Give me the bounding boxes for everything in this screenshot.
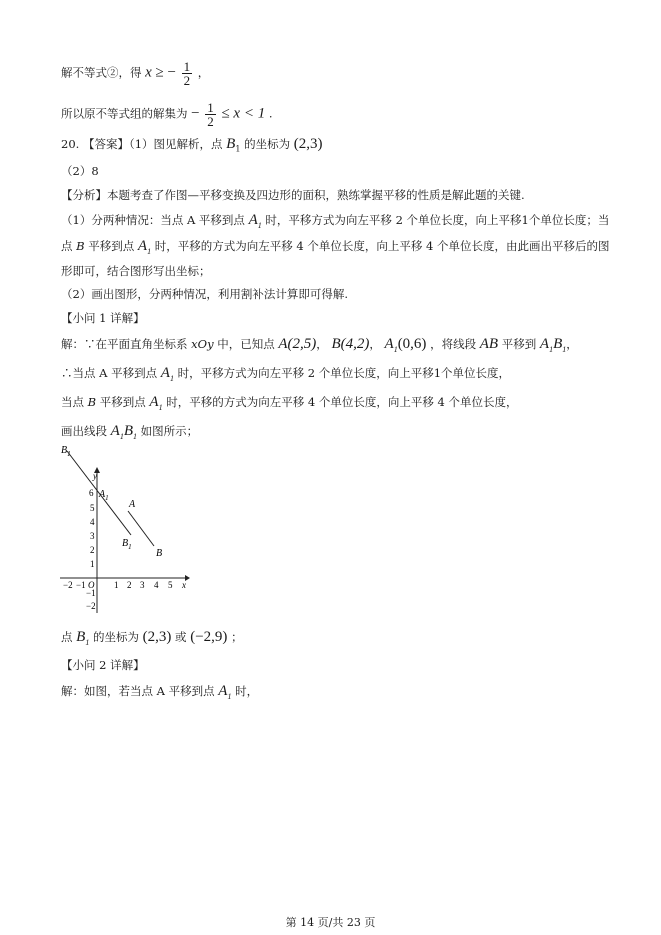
analysis-p3: 形即可，结合图形写出坐标； (61, 264, 211, 278)
label-A: A (129, 499, 136, 510)
point-A1: $A_1$ (248, 212, 262, 230)
page-footer: 第 14 页/共 23 页 (285, 916, 376, 929)
text: 平移到点 (99, 395, 146, 409)
text: 所以原不等式组的解集为 (61, 106, 188, 121)
fraction-half (205, 101, 216, 128)
point-A1: $A_1$ (160, 365, 174, 383)
text: 解：如图，若当点 A 平移到点 (61, 684, 215, 698)
x-tick: 5 (168, 580, 173, 590)
text: 时， (235, 684, 259, 698)
y-tick: −2 (86, 601, 96, 611)
subq2-heading: 【小问 2 详解】 (61, 658, 145, 672)
point-A1: $A_1$ (384, 336, 398, 354)
solution-q2-line (61, 683, 258, 705)
text: 时，平移方式为向左平移 2 个单位长度，向上平移1个单位长度， (177, 366, 511, 380)
coordinate-graph (55, 443, 195, 615)
var-x: x (145, 64, 152, 81)
point-B: B (76, 239, 85, 253)
solve-inequality-line (61, 60, 209, 87)
y-tick: −1 (86, 588, 96, 598)
text: 时，平移的方式为向左平移 4 个单位长度，向上平移 4 个单位长度， (166, 395, 518, 409)
text: 中，已知点 (217, 337, 275, 351)
x-tick: −1 (76, 580, 86, 590)
q20-answer (61, 136, 323, 157)
x-tick: 3 (140, 580, 145, 590)
text: 如图所示； (140, 424, 199, 438)
point-A1: $A_1$ (218, 683, 232, 701)
label-A1: $A_1$ (99, 489, 109, 502)
y-tick: 5 (90, 503, 95, 513)
label-B: B (156, 548, 163, 559)
subq1-heading: 【小问 1 详解】 (61, 311, 145, 325)
solution-set-line (61, 101, 273, 128)
coord-A1: (0,6) (397, 336, 427, 352)
x-tick: 2 (127, 580, 132, 590)
segment-A1B1: $A_1B_1$ (539, 336, 567, 354)
relation: ≤ x < 1 (221, 105, 266, 122)
relation: ≥ − (155, 64, 176, 81)
point-B: B(4,2) (331, 336, 370, 352)
coord-system: xOy (191, 337, 214, 351)
punct: ， (197, 65, 210, 80)
solution-line-4 (61, 423, 198, 445)
segment-AB: AB (479, 336, 499, 352)
analysis: 【分析】本题考查了作图—平移变换及四边形的面积，熟练掌握平移的性质是解此题的关键. (61, 188, 525, 202)
punct: . (268, 106, 273, 121)
y-axis-label: y (93, 471, 97, 481)
x-tick: −2 (63, 580, 73, 590)
solution-line-1: 解：∵在平面直角坐标系 xOy 中，已知点 A(2,5)， B(4,2)， $A_1(0,6)$ ，将线段 AB 平移到 $A_1B_1$， (61, 336, 578, 354)
numerator: 1 (183, 59, 191, 74)
text: 平移到点 (88, 239, 135, 253)
text: 或 (175, 630, 187, 644)
denominator: 2 (207, 114, 214, 129)
point-A: A(2,5) (278, 336, 317, 352)
point-A1: $A_1$ (149, 394, 163, 412)
text: 平移到 (501, 337, 537, 351)
y-tick: 2 (90, 545, 95, 555)
q20-answer-2: （2）8 (61, 164, 99, 178)
y-tick: 1 (90, 559, 95, 569)
analysis-p4: （2）画出图形，分两种情况，利用割补法计算即可得解. (61, 287, 348, 301)
text: 画出线段 (61, 424, 107, 438)
origin-label: O (88, 580, 95, 590)
point-A1: $A_1$ (137, 238, 152, 256)
segment-A1B1: $A_1B_1$ (110, 423, 137, 441)
solution-line-3 (61, 394, 518, 416)
analysis-p1 (61, 212, 609, 234)
coord-2: (−2,9) (190, 629, 228, 645)
coord: (2,3) (293, 136, 323, 152)
text: 20. 【答案】（1）图见解析，点 (61, 137, 223, 151)
x-tick: 1 (114, 580, 119, 590)
neg-sign: − (191, 105, 200, 122)
y-tick: 6 (89, 488, 94, 498)
point-B: B (87, 395, 97, 409)
label-B1-top: $B_1$ (61, 445, 71, 458)
fraction-half (182, 60, 193, 87)
denominator: 2 (183, 73, 191, 88)
point-label: B (226, 136, 236, 152)
x-tick: 4 (154, 580, 159, 590)
text: 解不等式②，得 (61, 65, 142, 80)
text: 当点 (61, 395, 84, 409)
text: 的坐标为 (244, 137, 291, 151)
text: （1）分两种情况：当点 A 平移到点 (61, 213, 245, 227)
text: 点 (61, 239, 73, 253)
analysis-p2 (61, 238, 610, 260)
text: 时，平移方式为向左平移 2 个单位长度，向上平移1个单位长度；当 (265, 213, 610, 227)
text: 时，平移的方式为向左平移 4 个单位长度，向上平移 4 个单位长度，由此画出平移后的图 (154, 239, 610, 253)
point-B1: $B_1$ (76, 629, 90, 647)
result-line (61, 629, 243, 651)
text: 点 (61, 630, 73, 644)
solution-line-2 (61, 365, 510, 387)
punct: ； (231, 630, 243, 644)
numerator: 1 (207, 100, 214, 115)
segment-AB-line (128, 511, 154, 546)
y-tick: 4 (90, 517, 95, 527)
label-B1: $B_1$ (122, 538, 132, 551)
subscript: 1 (235, 144, 241, 154)
text: 的坐标为 (92, 630, 139, 644)
text: ∴当点 A 平移到点 (61, 366, 158, 380)
coord-1: (2,3) (142, 629, 172, 645)
text: 解：∵在平面直角坐标系 (61, 337, 188, 351)
text: ，将线段 (430, 337, 477, 351)
y-tick: 3 (90, 531, 95, 541)
x-axis-label: x (182, 580, 186, 590)
